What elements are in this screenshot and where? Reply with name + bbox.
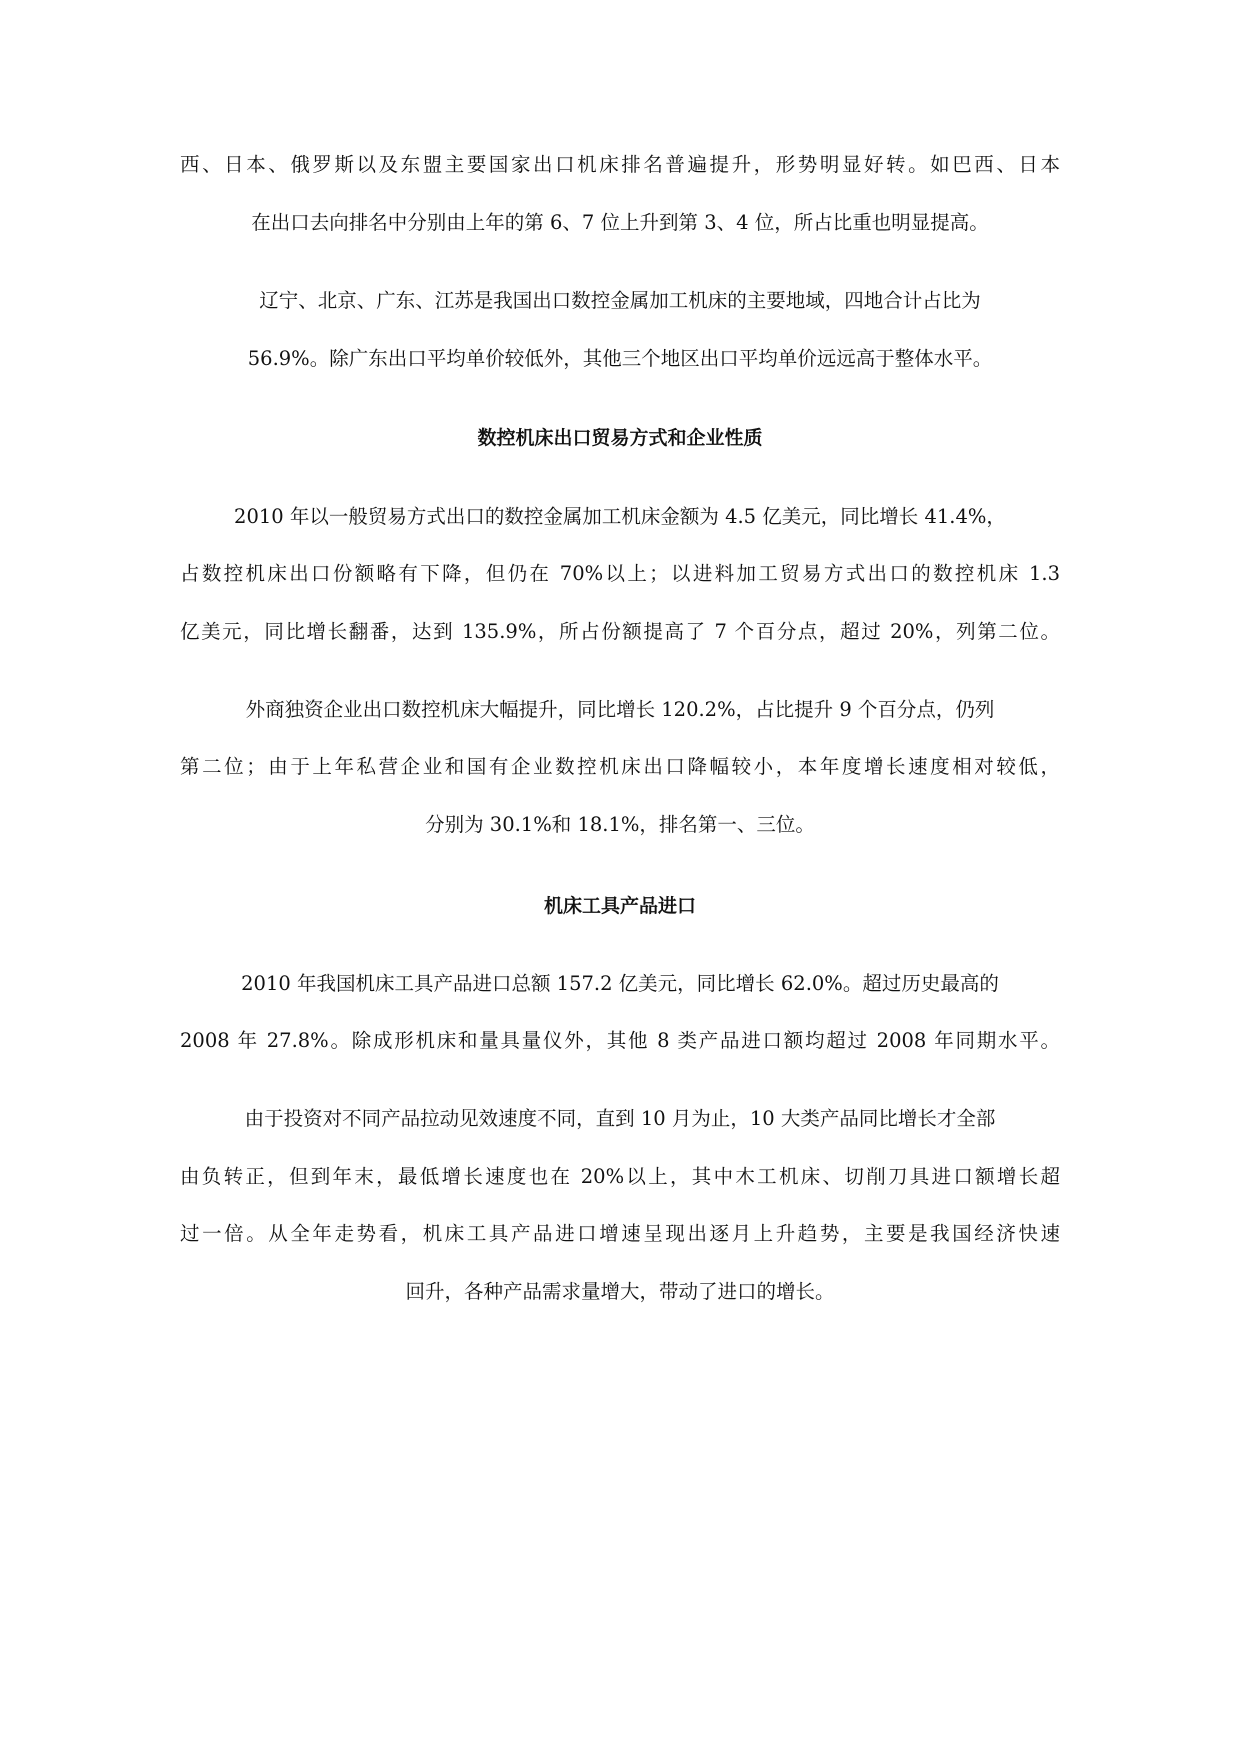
paragraph-6-line-4: 回升，各种产品需求量增大，带动了进口的增长。: [405, 1280, 835, 1303]
paragraph-1-line-1: 西、日本、俄罗斯以及东盟主要国家出口机床排名普遍提升，形势明显好转。如巴西、日本: [180, 153, 1060, 176]
paragraph-2-line-1: 辽宁、北京、广东、江苏是我国出口数控金属加工机床的主要地域，四地合计占比为: [259, 289, 981, 312]
paragraph-3-line-2: 占数控机床出口份额略有下降，但仍在 70%以上；以进料加工贸易方式出口的数控机床 1.3: [180, 562, 1060, 585]
paragraph-3-line-1: 2010 年以一般贸易方式出口的数控金属加工机床金额为 4.5 亿美元，同比增长 41.4%，: [234, 505, 1006, 528]
paragraph-5-line-1: 2010 年我国机床工具产品进口总额 157.2 亿美元，同比增长 62.0%。超过历史最高的: [241, 972, 999, 995]
paragraph-4-line-2: 第二位；由于上年私营企业和国有企业数控机床出口降幅较小，本年度增长速度相对较低，: [180, 755, 1060, 778]
paragraph-4-line-3: 分别为 30.1%和 18.1%，排名第一、三位。: [425, 813, 815, 836]
paragraph-6-line-2: 由负转正，但到年末，最低增长速度也在 20%以上，其中木工机床、切削刀具进口额增长超: [180, 1165, 1060, 1188]
section-heading-export-trade: 数控机床出口贸易方式和企业性质: [477, 427, 763, 449]
section-heading-import: 机床工具产品进口: [543, 895, 696, 917]
paragraph-4-line-1: 外商独资企业出口数控机床大幅提升，同比增长 120.2%，占比提升 9 个百分点，仍列: [245, 698, 995, 721]
paragraph-3-line-3: 亿美元，同比增长翻番，达到 135.9%，所占份额提高了 7 个百分点，超过 20%，列第二位。: [180, 620, 1060, 643]
paragraph-2-line-2: 56.9%。除广东出口平均单价较低外，其他三个地区出口平均单价远远高于整体水平。: [247, 347, 993, 370]
paragraph-6-line-3: 过一倍。从全年走势看，机床工具产品进口增速呈现出逐月上升趋势，主要是我国经济快速: [180, 1222, 1060, 1245]
paragraph-6-line-1: 由于投资对不同产品拉动见效速度不同，直到 10 月为止，10 大类产品同比增长才全部: [244, 1107, 996, 1130]
paragraph-5-line-2: 2008 年 27.8%。除成形机床和量具量仪外，其他 8 类产品进口额均超过 2008 年同期水平。: [180, 1029, 1060, 1052]
paragraph-1-line-2: 在出口去向排名中分别由上年的第 6、7 位上升到第 3、4 位，所占比重也明显提高。: [251, 211, 989, 234]
